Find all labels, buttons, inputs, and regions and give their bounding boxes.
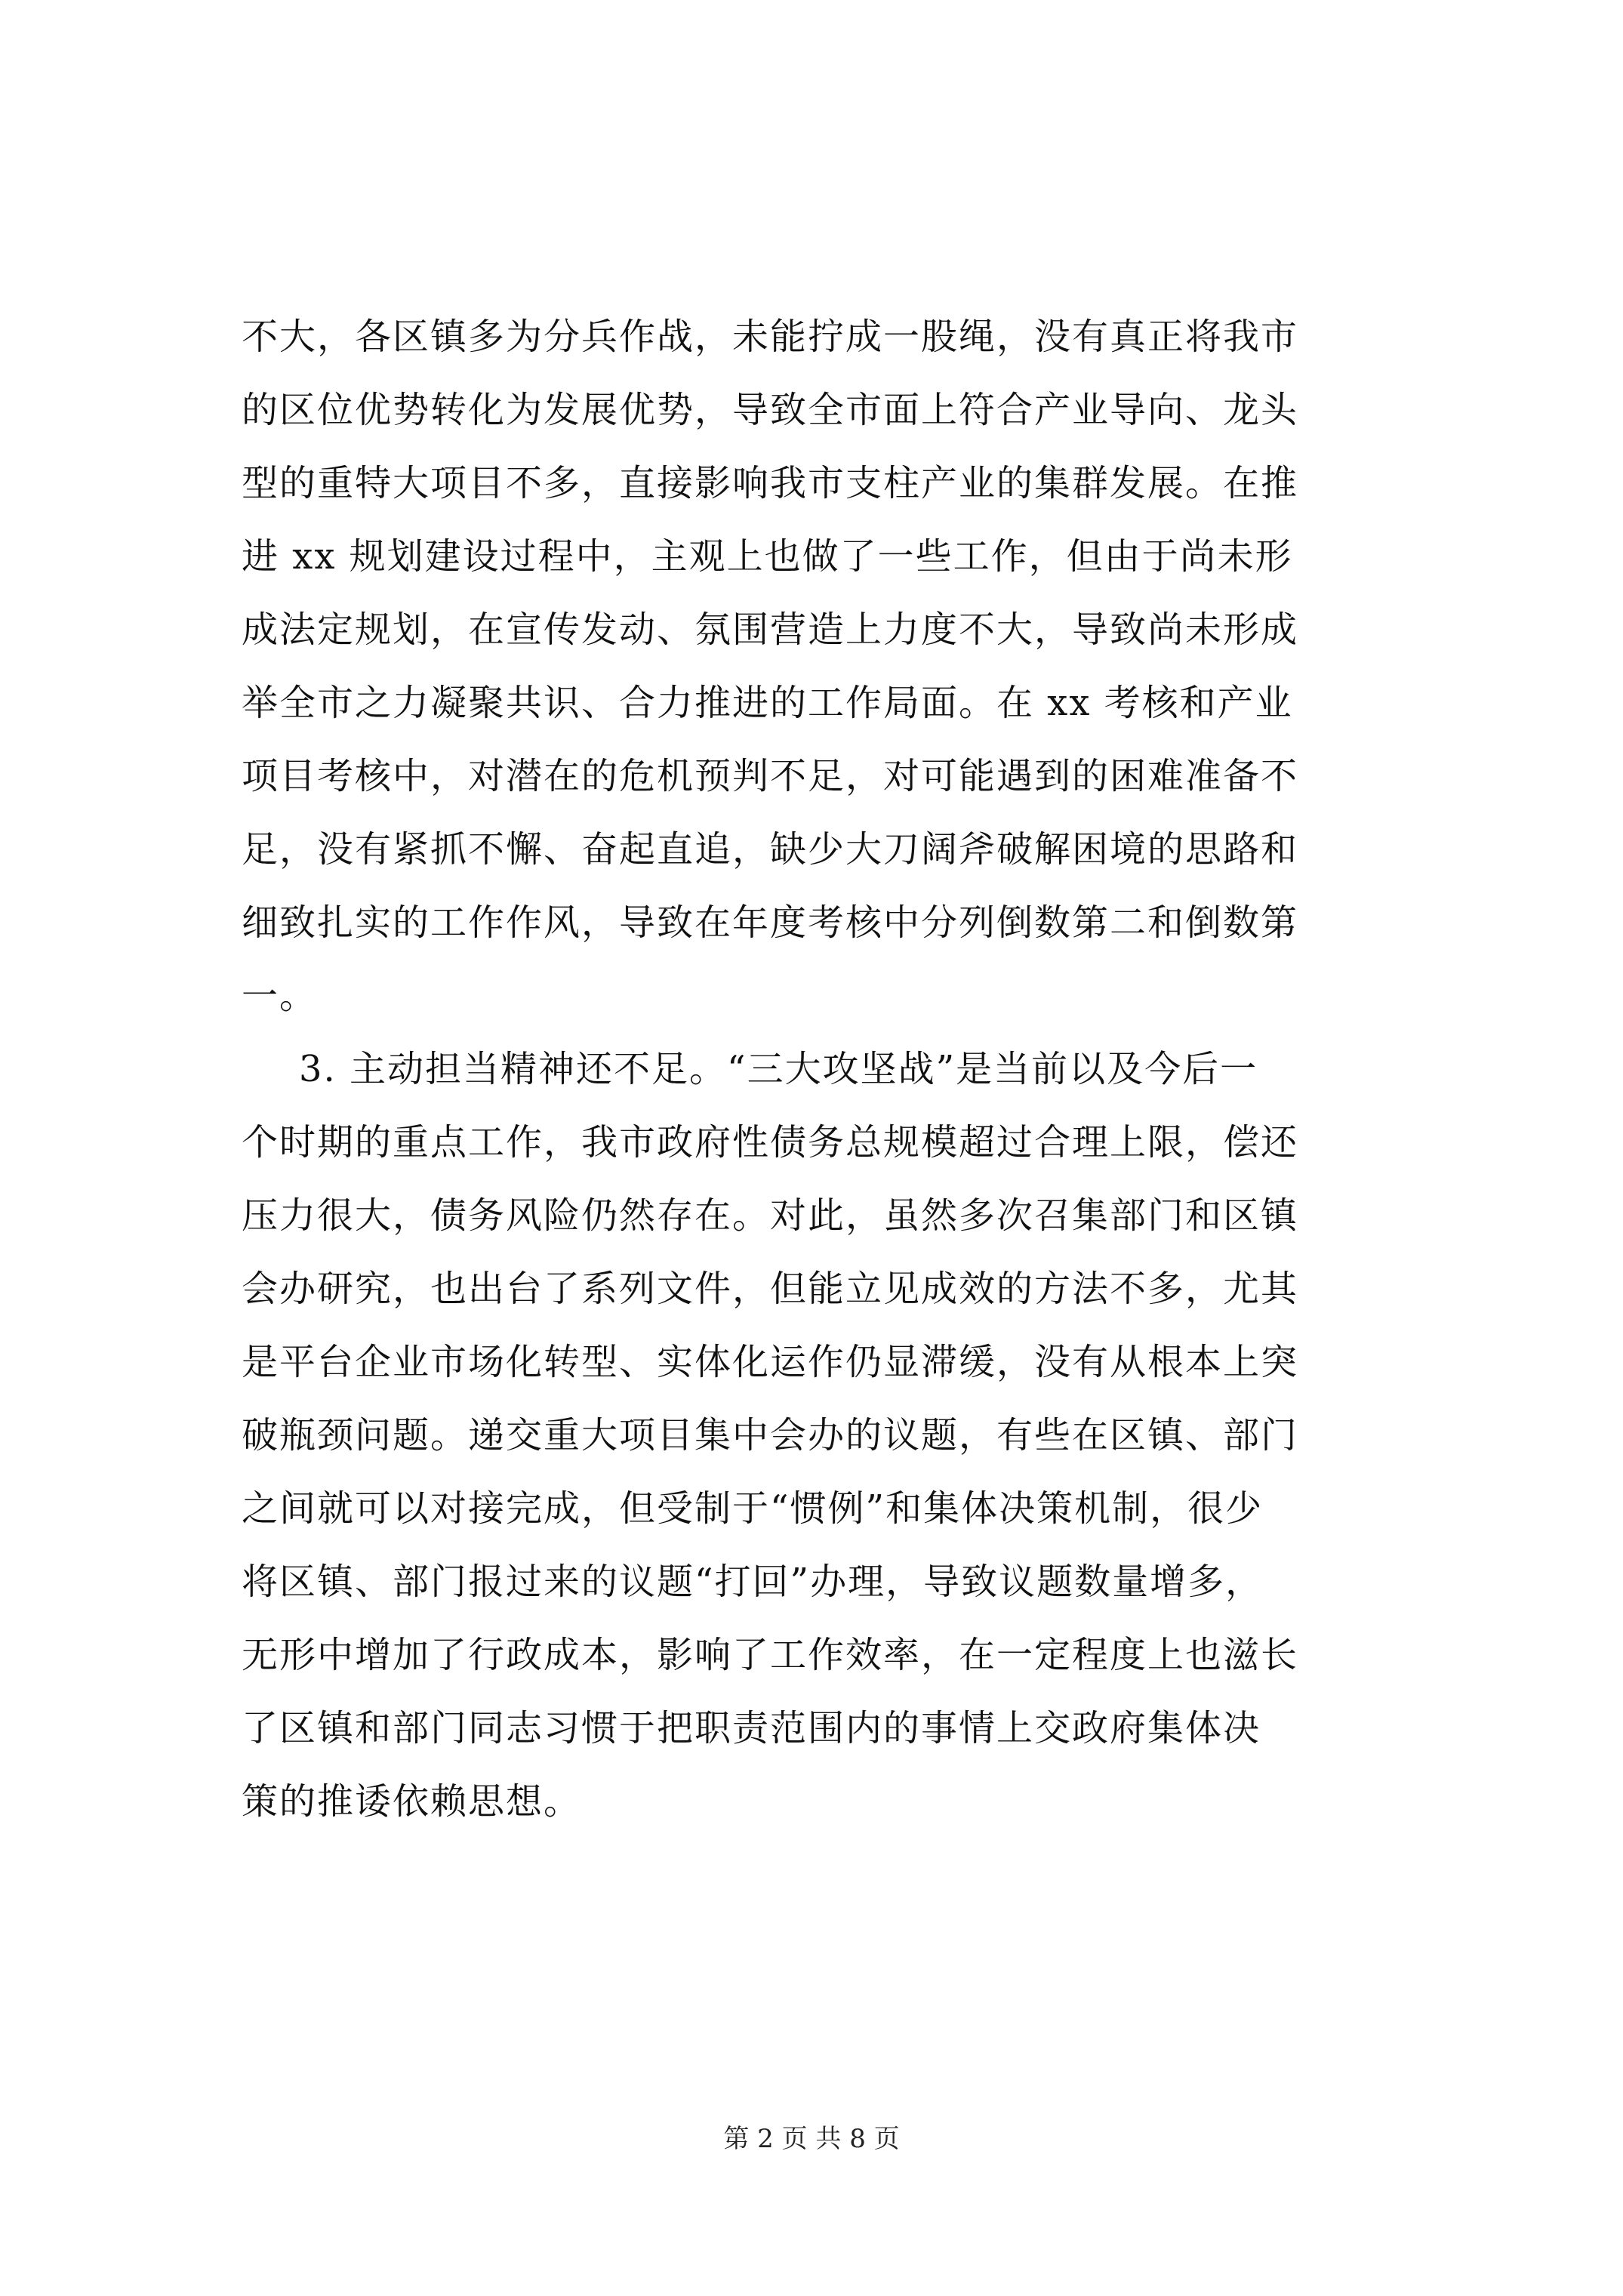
text-line: 将区镇、部门报过来的议题“打回”办理，导致议题数量增多， [242, 1561, 1264, 1603]
text-line: 举全市之力凝聚共识、合力推进的工作局面。在 xx 考核和产业 [242, 682, 1293, 724]
text-line: 一。 [242, 975, 318, 1017]
text-line: 是平台企业市场化转型、实体化运作仍显滞缓，没有从根本上突 [242, 1341, 1299, 1383]
text-line: 无形中增加了行政成本，影响了工作效率，在一定程度上也滋长 [242, 1634, 1299, 1676]
text-line: 的区位优势转化为发展优势，导致全市面上符合产业导向、龙头 [242, 389, 1299, 431]
text-line: 之间就可以对接完成，但受制于“惯例”和集体决策机制，很少 [242, 1487, 1264, 1530]
text-line: 进 xx 规划建设过程中，主观上也做了一些工作，但由于尚未形 [242, 535, 1293, 578]
text-line: 不大，各区镇多为分兵作战，未能拧成一股绳，没有真正将我市 [242, 316, 1299, 358]
text-line: 会办研究，也出台了系列文件，但能立见成效的方法不多，尤其 [242, 1268, 1299, 1310]
text-line: 了区镇和部门同志习惯于把职责范围内的事情上交政府集体决 [242, 1707, 1261, 1749]
body-text [242, 300, 1495, 1838]
text-line: 足，没有紧抓不懈、奋起直追，缺少大刀阔斧破解困境的思路和 [242, 828, 1299, 871]
paragraph-start-line: 3. 主动担当精神还不足。“三大攻坚战”是当前以及今后一 [299, 1048, 1258, 1090]
text-line: 个时期的重点工作，我市政府性债务总规模超过合理上限，偿还 [242, 1121, 1299, 1163]
page-number-footer: 第 2 页 共 8 页 [723, 2124, 900, 2154]
text-line: 型的重特大项目不多，直接影响我市支柱产业的集群发展。在推 [242, 462, 1299, 504]
text-line: 细致扎实的工作作风，导致在年度考核中分列倒数第二和倒数第 [242, 901, 1299, 944]
text-line: 项目考核中，对潜在的危机预判不足，对可能遇到的困难准备不 [242, 755, 1299, 797]
text-line: 策的推诿依赖思想。 [242, 1780, 582, 1823]
text-line: 破瓶颈问题。递交重大项目集中会办的议题，有些在区镇、部门 [242, 1414, 1299, 1456]
text-line: 压力很大，债务风险仍然存在。对此，虽然多次召集部门和区镇 [242, 1194, 1299, 1237]
text-line: 成法定规划，在宣传发动、氛围营造上力度不大，导致尚未形成 [242, 609, 1299, 651]
